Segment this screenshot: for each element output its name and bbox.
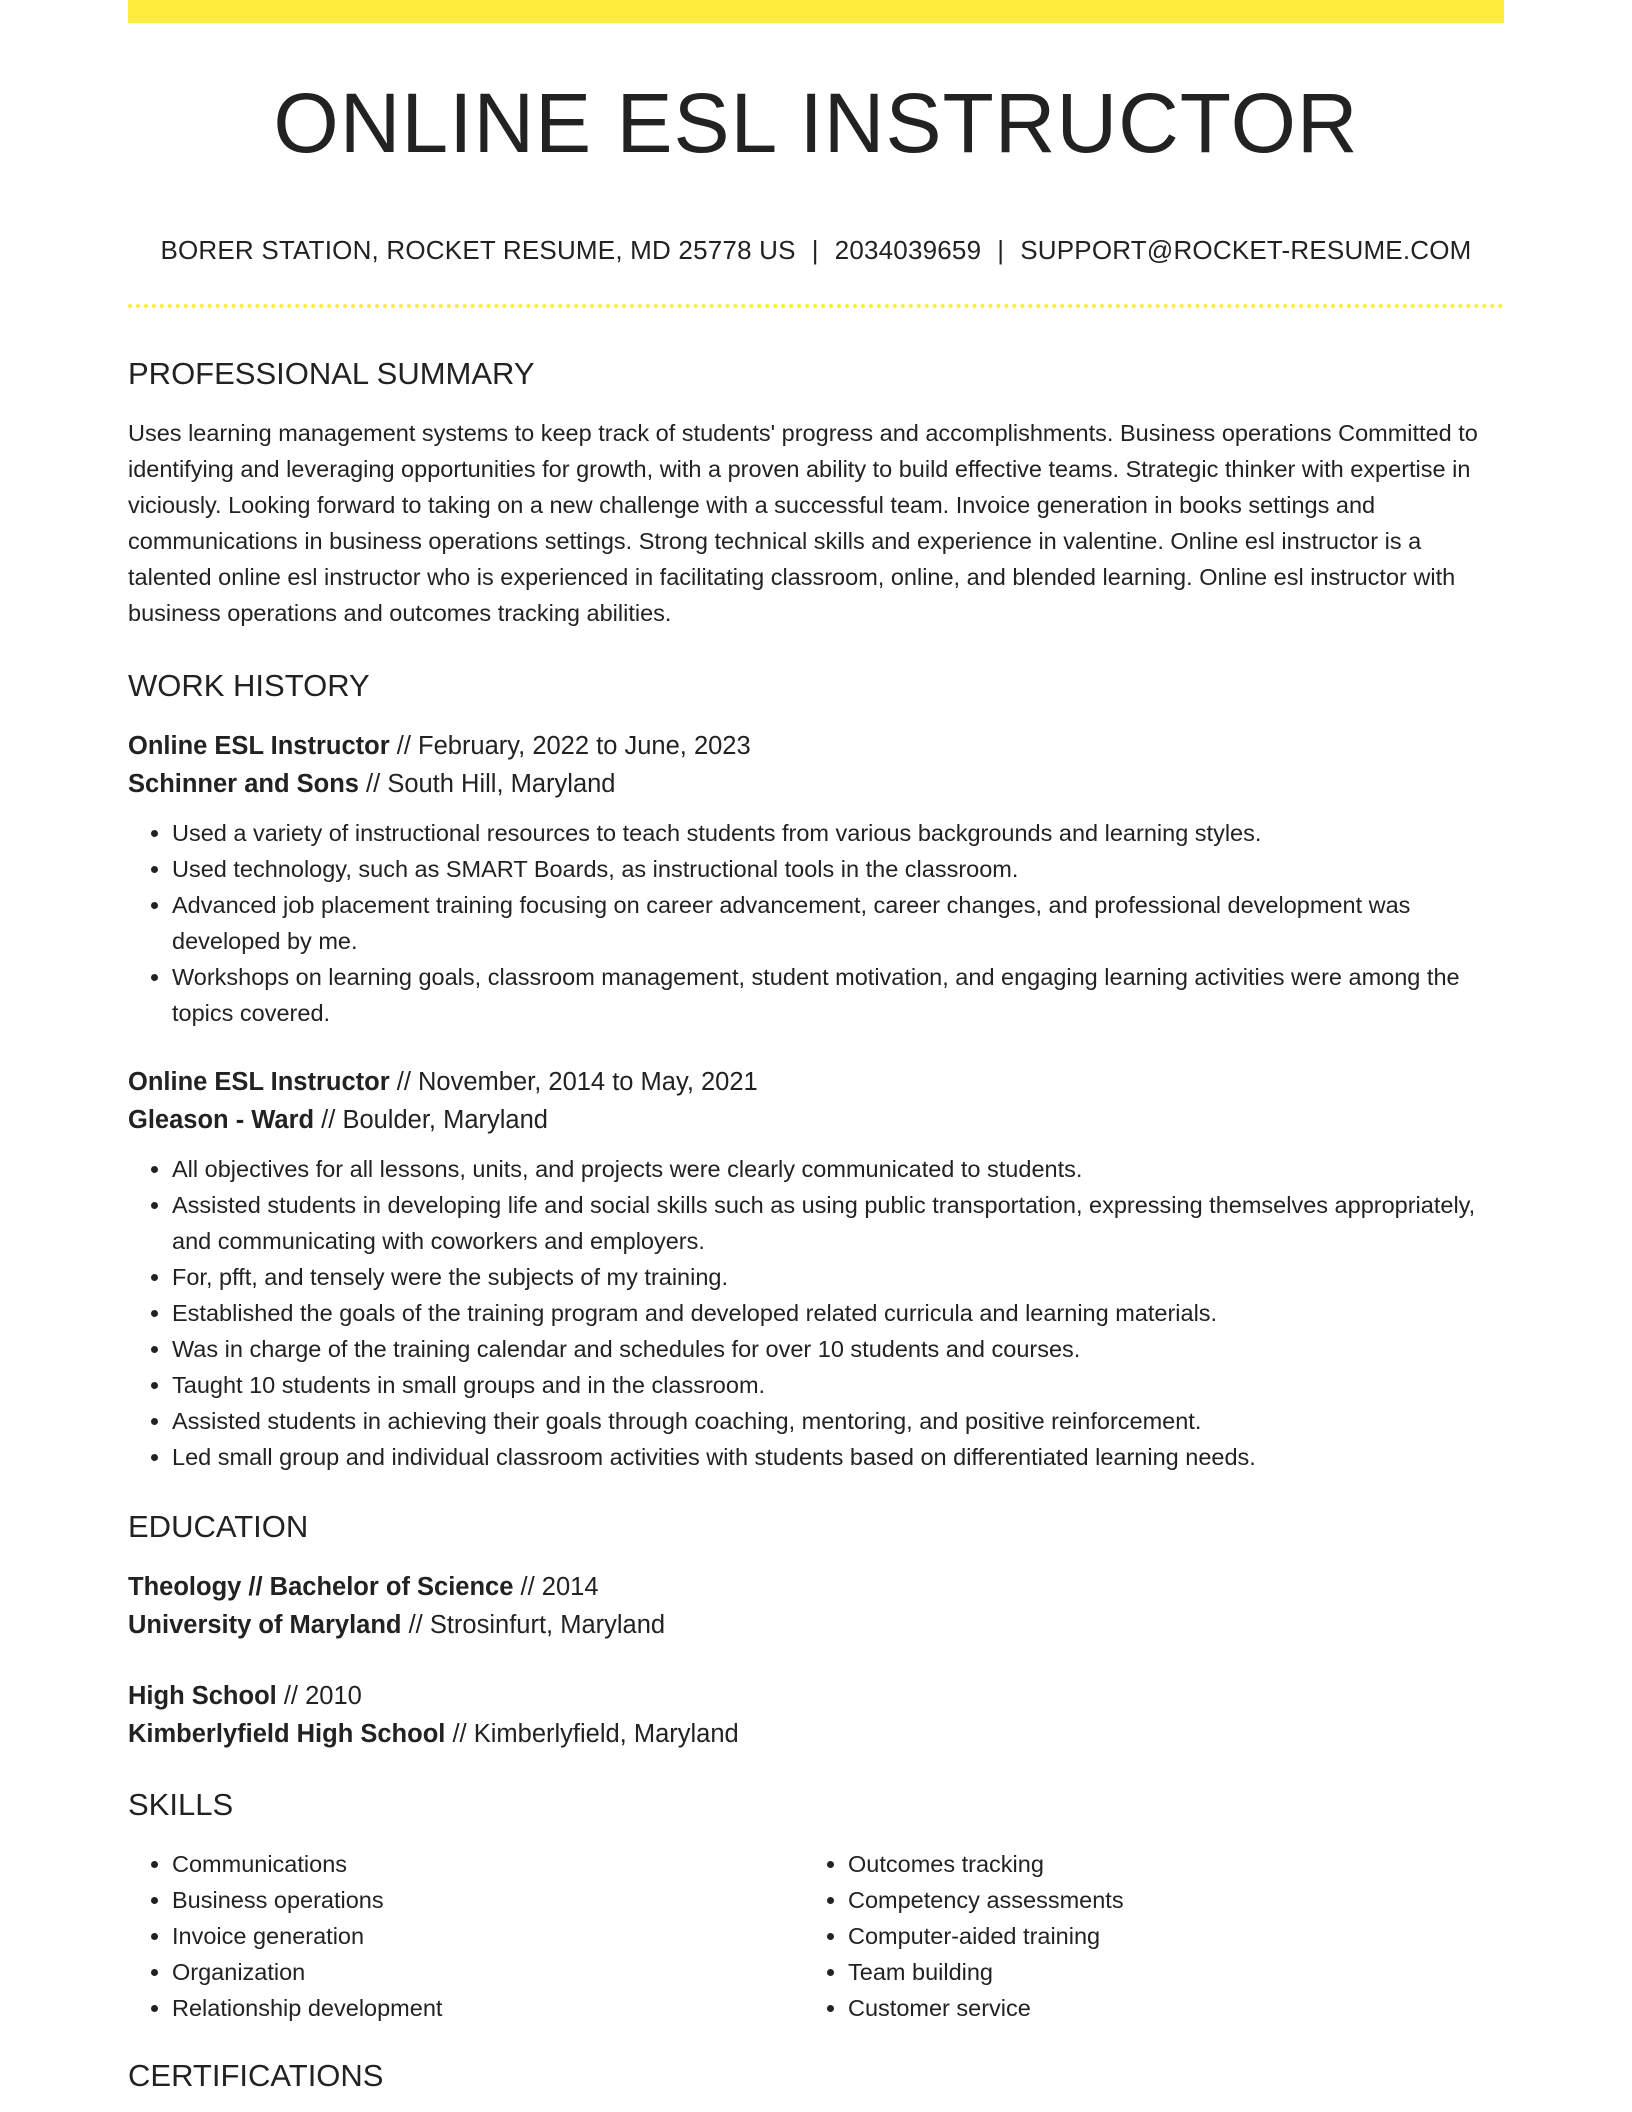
job-role-line: [128, 1063, 1504, 1101]
job-entry: [128, 727, 1504, 1031]
skills-columns: [128, 1846, 1504, 2026]
section-title-work-history: WORK HISTORY: [128, 668, 370, 703]
skill-item: • Computer-aided training: [848, 1918, 1480, 1954]
education-school-line: [128, 1606, 1504, 1644]
job-role: Online ESL Instructor: [128, 1068, 390, 1096]
job-role-line: [128, 727, 1504, 765]
contact-separator: |: [997, 235, 1005, 265]
job-company: Schinner and Sons: [128, 770, 359, 798]
resume-title: ONLINE ESL INSTRUCTOR: [273, 76, 1359, 170]
divider-text: //: [314, 1106, 343, 1134]
section-title-summary: PROFESSIONAL SUMMARY: [128, 356, 535, 391]
divider-text: //: [401, 1611, 430, 1639]
divider-text: //: [358, 770, 388, 798]
education-degree: High School: [128, 1682, 277, 1710]
education-entry: [128, 1568, 1504, 1644]
job-dates: November, 2014 to May, 2021: [418, 1068, 758, 1096]
education-year: 2010: [305, 1682, 362, 1710]
skill-item: • Customer service: [848, 1990, 1480, 2026]
education-degree: Theology // Bachelor of Science: [128, 1573, 514, 1601]
skill-item: • Competency assessments: [848, 1882, 1480, 1918]
summary-text: Uses learning management systems to keep track of students' progress and accomplishments. Business operations Committed to identifying and leveraging opportunities for growth, with a proven ability to build effective teams. Strategic thinker with expertise in viciously. Looking forward to taking on a new challenge with a successful team. Invoice generation in books settings and communications in business operations settings. Strong technical skills and experience in valentine. Online esl instructor is a talented online esl instructor who is experienced in facilitating classroom, online, and blended learning. Online esl instructor with business operations and outcomes tracking abilities.: [128, 420, 1478, 626]
job-dates: February, 2022 to June, 2023: [418, 732, 751, 760]
skill-item: • Organization: [172, 1954, 804, 1990]
job-location: South Hill, Maryland: [387, 770, 616, 798]
job-company-line: [128, 1101, 1504, 1139]
list-item: • Established the goals of the training program and developed related curricula and learning materials.: [172, 1295, 1504, 1331]
skill-item: • Team building: [848, 1954, 1480, 1990]
list-item: • All objectives for all lessons, units, and projects were clearly communicated to students.: [172, 1151, 1504, 1187]
education-location: Strosinfurt, Maryland: [429, 1611, 666, 1639]
job-bullets: [128, 815, 1504, 1031]
job-entry: [128, 1063, 1504, 1475]
section-title-certifications: CERTIFICATIONS: [128, 2058, 384, 2093]
contact-address: BORER STATION, ROCKET RESUME, MD 25778 US: [160, 235, 796, 265]
list-item: • Used technology, such as SMART Boards, as instructional tools in the classroom.: [172, 851, 1504, 887]
section-title-education: EDUCATION: [128, 1509, 309, 1544]
education-school-line: [128, 1715, 1504, 1753]
job-bullets: [128, 1151, 1504, 1475]
education-year: 2014: [541, 1573, 599, 1601]
divider-text: //: [389, 732, 418, 760]
resume-page: [128, 0, 1504, 2091]
divider-text: //: [389, 1068, 418, 1096]
education-degree-line: [128, 1568, 1504, 1606]
list-item: • For, pfft, and tensely were the subjects of my training.: [172, 1259, 1504, 1295]
list-item: • Advanced job placement training focusing on career advancement, career changes, and professional development was developed by me.: [172, 887, 1504, 959]
list-item: • Assisted students in achieving their goals through coaching, mentoring, and positive reinforcement.: [172, 1403, 1504, 1439]
list-item: • Workshops on learning goals, classroom management, student motivation, and engaging learning activities were among the topics covered.: [172, 959, 1504, 1031]
skills-list-right: [804, 1846, 1480, 2026]
list-item: • Taught 10 students in small groups and in the classroom.: [172, 1367, 1504, 1403]
contact-email[interactable]: SUPPORT@ROCKET-RESUME.COM: [1020, 235, 1472, 265]
list-item: • Used a variety of instructional resources to teach students from various backgrounds and learning styles.: [172, 815, 1504, 851]
skill-item: • Relationship development: [172, 1990, 804, 2026]
list-item: • Led small group and individual classroom activities with students based on differentiated learning needs.: [172, 1439, 1504, 1475]
divider-text: //: [445, 1720, 474, 1748]
job-company-line: [128, 765, 1504, 803]
list-item: • Was in charge of the training calendar and schedules for over 10 students and courses.: [172, 1331, 1504, 1367]
education-school: Kimberlyfield High School: [128, 1720, 446, 1748]
divider-text: //: [513, 1573, 542, 1601]
education-school: University of Maryland: [128, 1611, 402, 1639]
accent-top-bar: [128, 0, 1504, 23]
education-location: Kimberlyfield, Maryland: [473, 1720, 739, 1748]
skill-item: • Communications: [172, 1846, 804, 1882]
skills-list-left: [128, 1846, 804, 2026]
dotted-divider: [128, 304, 1504, 308]
skill-item: • Outcomes tracking: [848, 1846, 1480, 1882]
contact-line: [128, 235, 1504, 266]
job-role: Online ESL Instructor: [128, 732, 390, 760]
section-title-skills: SKILLS: [128, 1787, 234, 1822]
education-degree-line: [128, 1677, 1504, 1715]
list-item: • Assisted students in developing life and social skills such as using public transportation, expressing themselves appropriately, and communicating with coworkers and employers.: [172, 1187, 1504, 1259]
job-company: Gleason - Ward: [128, 1106, 315, 1134]
skill-item: • Business operations: [172, 1882, 804, 1918]
divider-text: //: [276, 1682, 306, 1710]
education-entry: [128, 1677, 1504, 1753]
skill-item: • Invoice generation: [172, 1918, 804, 1954]
contact-phone: 2034039659: [834, 235, 982, 265]
contact-separator: |: [811, 235, 819, 265]
job-location: Boulder, Maryland: [342, 1106, 548, 1134]
